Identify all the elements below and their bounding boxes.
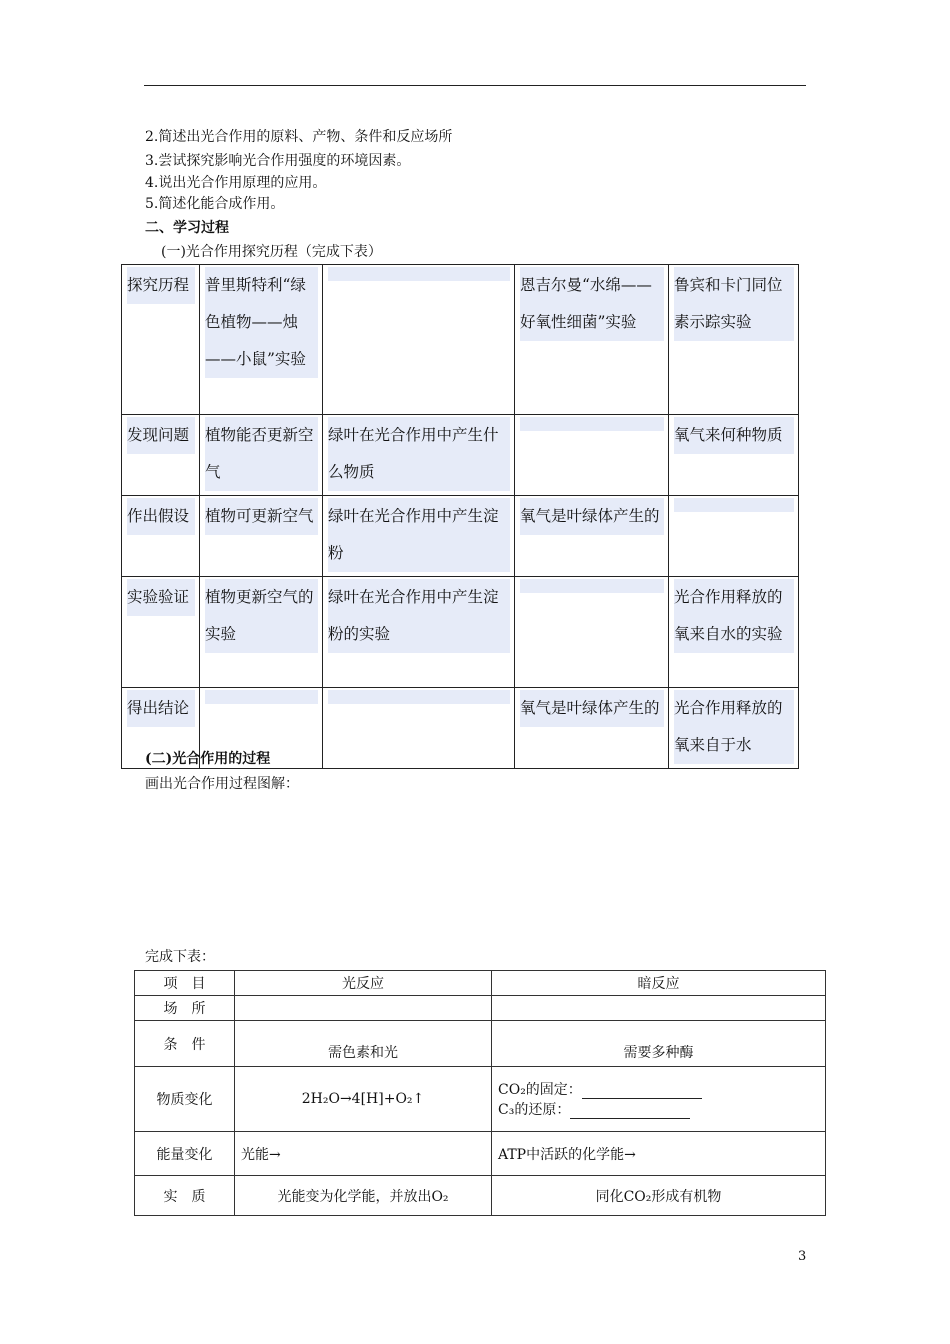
cell: 光合作用释放的氧来自于水	[674, 690, 794, 764]
blank-cell[interactable]	[205, 690, 318, 704]
dark-matter-cell	[492, 1067, 826, 1132]
cell: 探究历程	[127, 267, 195, 304]
cell: 光合作用释放的氧来自水的实验	[674, 579, 794, 653]
cell: 绿叶在光合作用中产生淀粉	[328, 498, 510, 572]
table-row	[135, 1067, 826, 1132]
cell: 作出假设	[127, 498, 195, 535]
page-number: 3	[798, 1249, 807, 1264]
co2-fixation-label: CO₂的固定：	[498, 1082, 582, 1098]
table-row	[122, 577, 799, 688]
answer-blank[interactable]	[582, 1086, 702, 1099]
draw-prompt: 画出光合作用过程图解：	[145, 776, 299, 792]
table-row	[135, 996, 826, 1021]
cell: 发现问题	[127, 417, 195, 454]
cell: 氧气是叶绿体产生的	[520, 498, 664, 535]
answer-blank[interactable]	[570, 1106, 690, 1119]
blank-cell[interactable]	[492, 996, 826, 1021]
objective-2: 2.简述出光合作用的原料、产物、条件和反应场所	[145, 129, 453, 145]
cell: 2H₂O→4[H]+O₂↑	[235, 1067, 492, 1132]
header-cell: 光反应	[235, 971, 492, 996]
co2-fixation-line	[498, 1079, 819, 1099]
row-label: 能量变化	[135, 1132, 235, 1176]
objective-3: 3.尝试探究影响光合作用强度的环境因素。	[145, 153, 411, 169]
reaction-table	[134, 970, 826, 1216]
table-row	[135, 1021, 826, 1067]
table2-title: 完成下表：	[145, 949, 215, 965]
cell: 氧气来何种物质	[674, 417, 794, 454]
table-row	[122, 415, 799, 496]
header-rule	[144, 85, 806, 86]
blank-cell[interactable]	[328, 267, 510, 281]
cell: 光能变为化学能，并放出O₂	[235, 1176, 492, 1216]
cell: 同化CO₂形成有机物	[492, 1176, 826, 1216]
table-row	[135, 1176, 826, 1216]
cell: 恩吉尔曼“水绵——好氧性细菌”实验	[520, 267, 664, 341]
row-label: 条 件	[135, 1021, 235, 1067]
cell: 鲁宾和卡门同位素示踪实验	[674, 267, 794, 341]
blank-cell[interactable]	[674, 498, 794, 512]
table-row	[135, 971, 826, 996]
cell: 得出结论	[127, 690, 195, 727]
row-label: 实 质	[135, 1176, 235, 1216]
blank-cell[interactable]	[520, 417, 664, 431]
cell: 绿叶在光合作用中产生什么物质	[328, 417, 510, 491]
cell: 氧气是叶绿体产生的	[520, 690, 664, 727]
history-table	[121, 264, 799, 769]
blank-cell[interactable]	[328, 690, 510, 704]
header-cell: 暗反应	[492, 971, 826, 996]
blank-cell[interactable]	[520, 579, 664, 593]
row-label: 物质变化	[135, 1067, 235, 1132]
cell: 植物能否更新空气	[205, 417, 318, 491]
table-row	[122, 496, 799, 577]
cell: 植物更新空气的实验	[205, 579, 318, 653]
section-title: 二、学习过程	[145, 220, 229, 236]
objective-5: 5.简述化能合成作用。	[145, 196, 285, 212]
cell: 绿叶在光合作用中产生淀粉的实验	[328, 579, 510, 653]
c3-reduction-label: C₃的还原：	[498, 1102, 571, 1118]
cell: 植物可更新空气	[205, 498, 318, 535]
c3-reduction-line	[498, 1099, 819, 1119]
cell: 需要多种酶	[492, 1021, 826, 1067]
row-label: 场 所	[135, 996, 235, 1021]
table-row	[122, 265, 799, 415]
cell: 需色素和光	[235, 1021, 492, 1067]
cell: 普里斯特利“绿色植物——烛——小鼠”实验	[205, 267, 318, 378]
blank-cell[interactable]	[235, 996, 492, 1021]
subsection-2-title: (二)光合作用的过程	[145, 751, 271, 767]
cell: 实验验证	[127, 579, 195, 616]
cell: ATP中活跃的化学能→	[492, 1132, 826, 1176]
cell: 光能→	[235, 1132, 492, 1176]
subsection-1-title: (一)光合作用探究历程（完成下表）	[161, 244, 382, 260]
header-cell: 项 目	[135, 971, 235, 996]
objective-4: 4.说出光合作用原理的应用。	[145, 175, 327, 191]
table-row	[135, 1132, 826, 1176]
